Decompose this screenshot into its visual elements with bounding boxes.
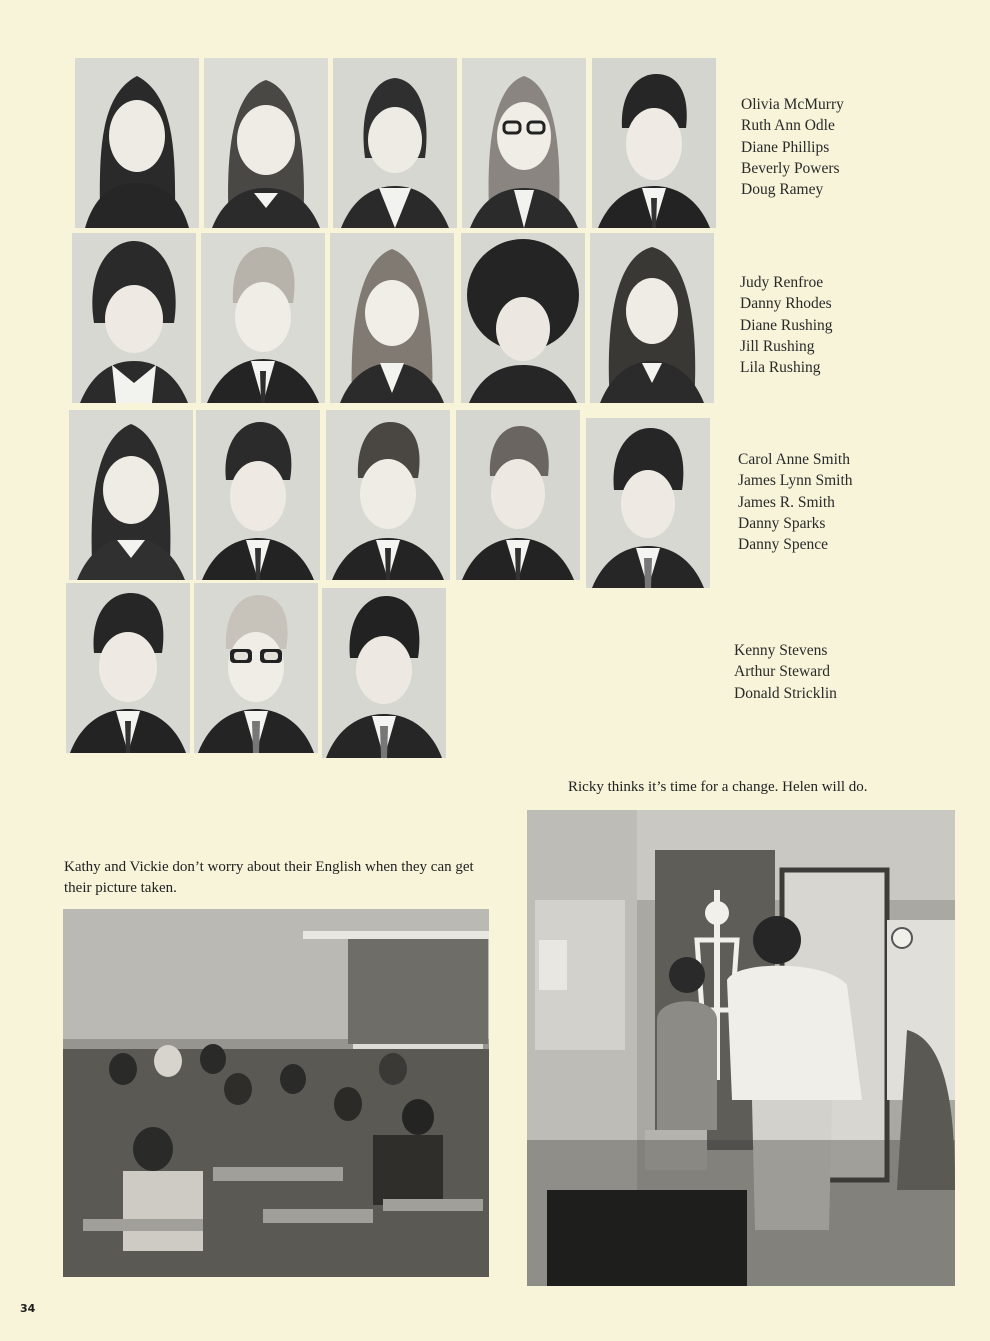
name-list-row-3 (738, 449, 853, 555)
portrait-kenny-stevens (66, 583, 190, 753)
name-entry: James R. Smith (738, 493, 835, 511)
name-list-row-2 (740, 272, 833, 378)
name-entry: Judy Renfroe (740, 274, 824, 291)
name-entry: Danny Spence (738, 536, 828, 554)
portrait-judy-renfroe (72, 233, 196, 403)
portrait-diane-phillips (333, 58, 457, 228)
name-entry: Diane Rushing (740, 316, 833, 334)
portrait-beverly-powers (462, 58, 586, 228)
portrait-donald-stricklin (322, 588, 446, 758)
name-entry: Doug Ramey (741, 181, 824, 199)
portrait-lila-rushing (590, 233, 714, 403)
name-list-row-4 (734, 640, 837, 704)
portrait-jill-rushing (461, 233, 585, 403)
portrait-james-lynn-smith (196, 410, 320, 580)
portrait-carol-anne-smith (69, 410, 193, 580)
name-entry: Donald Stricklin (734, 684, 837, 702)
name-entry: Beverly Powers (741, 159, 840, 177)
name-entry: James Lynn Smith (738, 472, 853, 490)
caption-left: Kathy and Vickie don’t worry about their English when they can get their picture taken. (64, 859, 474, 896)
name-entry: Diane Phillips (741, 138, 830, 156)
portrait-doug-ramey (592, 58, 716, 228)
portrait-danny-rhodes (201, 233, 325, 403)
name-entry: Jill Rushing (740, 337, 815, 355)
portrait-danny-spence (586, 418, 710, 588)
name-entry: Lila Rushing (740, 359, 821, 377)
portrait-diane-rushing (330, 233, 454, 403)
name-entry: Ruth Ann Odle (741, 117, 835, 135)
page-number: 34 (20, 1302, 36, 1315)
portrait-james-r-smith (326, 410, 450, 580)
photo-classroom-students (63, 909, 489, 1277)
name-list-row-1 (741, 94, 844, 200)
name-entry: Kenny Stevens (734, 642, 828, 659)
name-entry: Danny Sparks (738, 514, 826, 532)
portrait-arthur-steward (194, 583, 318, 753)
name-entry: Carol Anne Smith (738, 451, 850, 468)
portrait-ruth-ann-odle (204, 58, 328, 228)
name-entry: Olivia McMurry (741, 96, 844, 113)
portrait-olivia-mcmurry (75, 58, 199, 228)
portrait-danny-sparks (456, 410, 580, 580)
name-entry: Danny Rhodes (740, 295, 832, 313)
name-entry: Arthur Steward (734, 663, 830, 681)
caption-right: Ricky thinks it’s time for a change. Helen will do. (568, 779, 868, 795)
photo-skeleton-classroom (527, 810, 955, 1286)
